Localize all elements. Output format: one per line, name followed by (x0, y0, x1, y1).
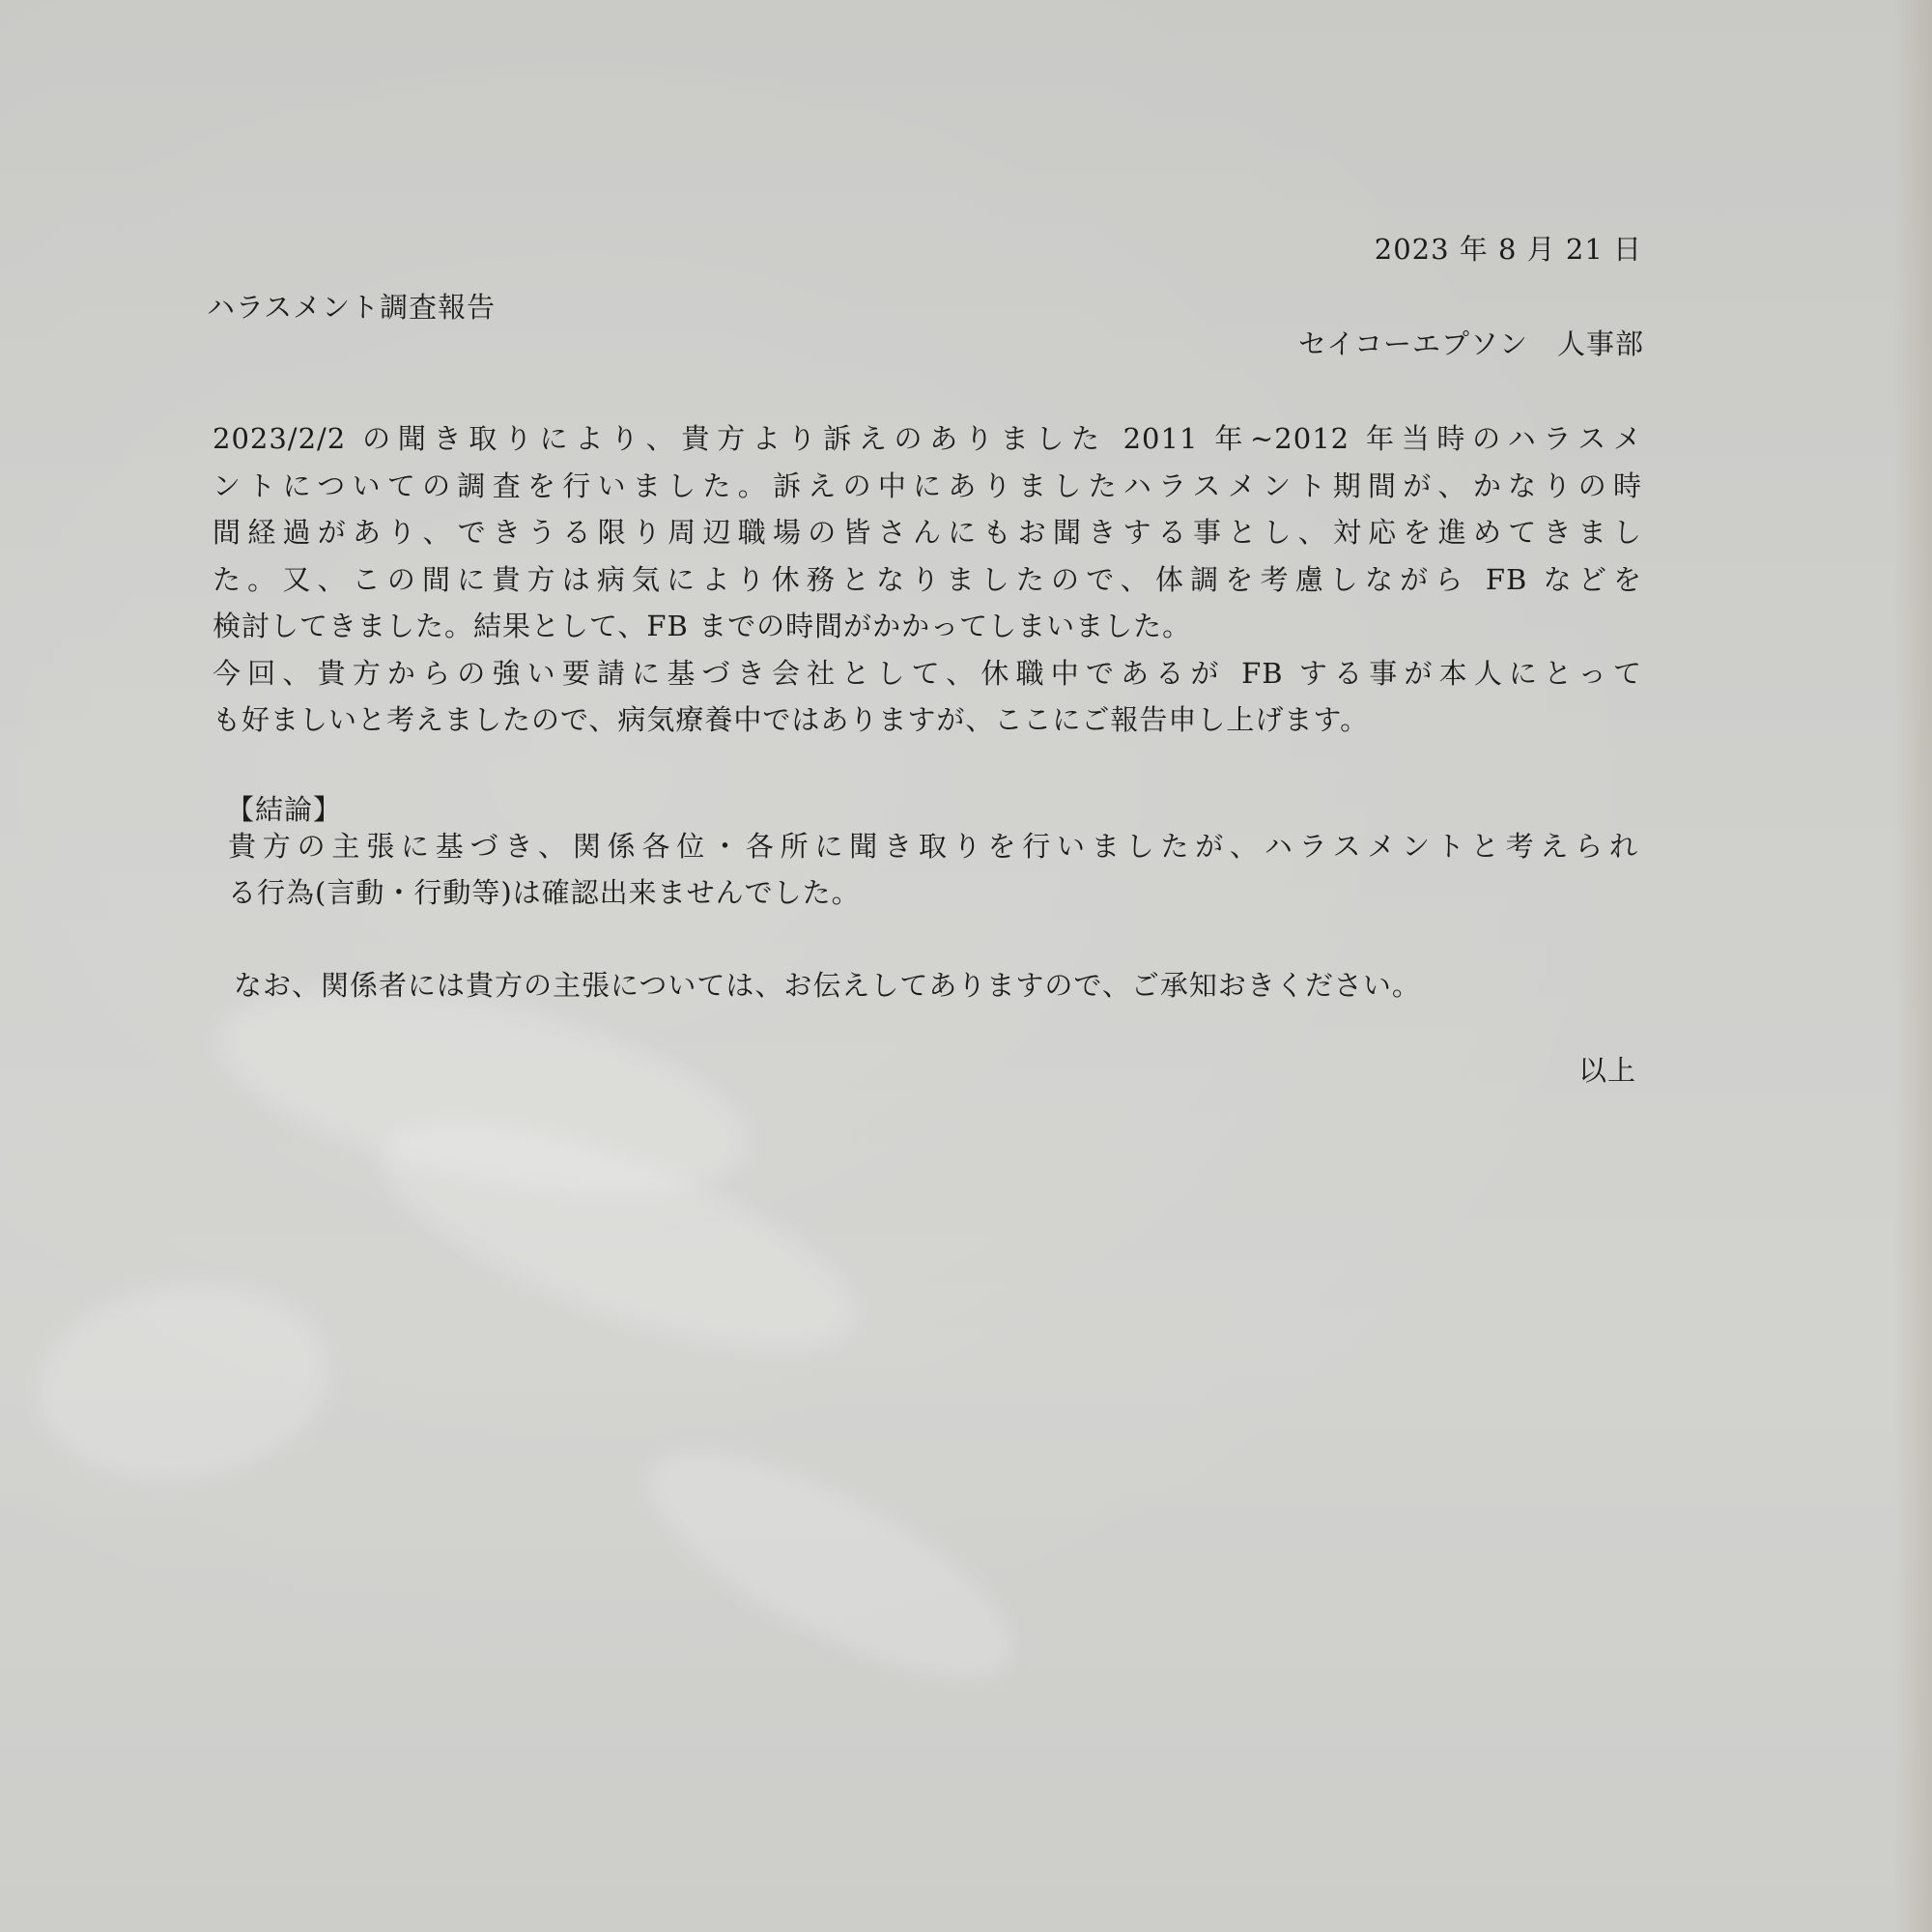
body-line: 今回、貴方からの強い要請に基づき会社として、休職中であるが FB する事が本人にとって (213, 656, 1642, 690)
document-date: 2023 年 8 月 21 日 (1374, 233, 1642, 266)
report-body (213, 415, 1642, 744)
paper-crease (620, 1410, 1042, 1720)
body-line: ントについての調査を行いました。訴えの中にありましたハラスメント期間が、かなりの時 (213, 469, 1642, 502)
conclusion-heading: 【結論】 (226, 793, 343, 826)
issuing-department: セイコーエプソン 人事部 (1298, 327, 1644, 360)
body-line: 検討してきました。結果として、FB までの時間がかかってしまいました。 (213, 610, 1192, 642)
conclusion-line: 貴方の主張に基づき、関係各位・各所に聞き取りを行いましたが、ハラスメントと考えられ (228, 830, 1638, 863)
body-line: 間経過があり、できうる限り周辺職場の皆さんにもお聞きする事とし、対応を進めてきまし (213, 516, 1642, 549)
paper-edge-shadow (1893, 0, 1932, 1932)
closing-note: なお、関係者には貴方の主張については、お伝えしてありますので、ご承知おきください。 (234, 969, 1421, 1002)
document-title: ハラスメント調査報告 (207, 291, 497, 324)
body-line: 2023/2/2 の聞き取りにより、貴方より訴えのありました 2011 年~2012 年当時のハラスメ (213, 422, 1642, 455)
closing-mark: 以上 (1577, 1054, 1636, 1087)
conclusion-body (228, 823, 1638, 916)
body-line: た。又、この間に貴方は病気により休務となりましたので、体調を考慮しながら FB などを (213, 562, 1642, 596)
conclusion-line: る行為(言動・行動等)は確認出来ませんでした。 (228, 876, 861, 909)
body-line: も好ましいと考えましたので、病気療養中ではありますが、ここにご報告申し上げます。 (213, 703, 1370, 736)
paper-crease (27, 1265, 341, 1497)
